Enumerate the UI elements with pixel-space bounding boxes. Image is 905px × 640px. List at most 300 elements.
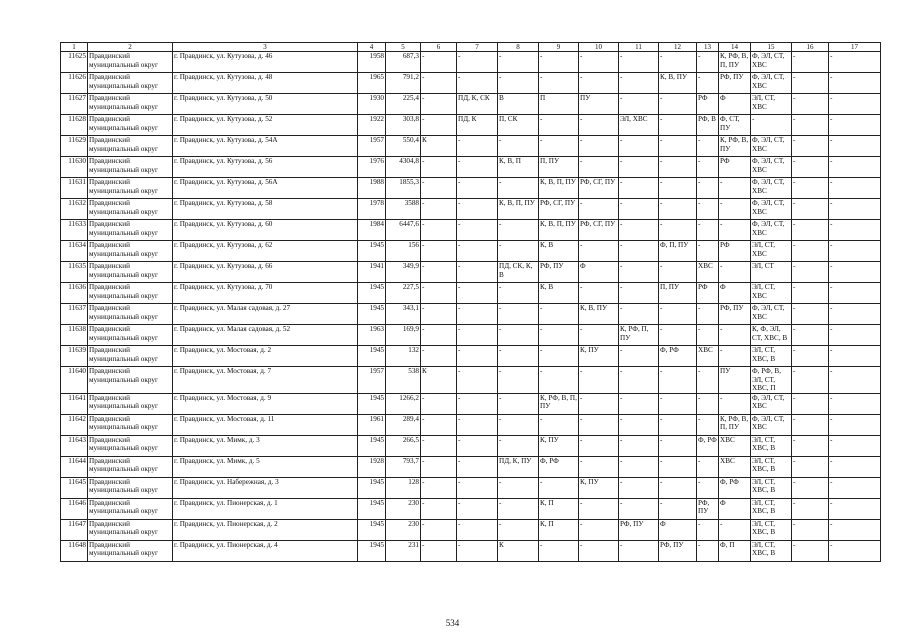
table-row: [61, 115, 881, 136]
table-cell-col-11: -: [619, 477, 659, 498]
table-cell-col-13: -: [697, 393, 719, 414]
table-cell-col-12: -: [659, 393, 697, 414]
table-cell-col-11: -: [619, 367, 659, 394]
table-cell-col-13: -: [697, 241, 719, 262]
table-cell-col-5: 128: [386, 477, 421, 498]
table-row: [61, 136, 881, 157]
table-cell-col-15: ЭЛ, СТ, ХВС, В: [751, 456, 792, 477]
table-cell-col-9: РФ, СГ, ПУ: [539, 199, 579, 220]
table-cell-col-2: Правдинский муниципальный округ: [88, 393, 173, 414]
table-cell-col-11: -: [619, 262, 659, 283]
table-cell-col-11: -: [619, 346, 659, 367]
table-cell-col-9: К, В, П, ПУ: [539, 220, 579, 241]
table-cell-col-15: К, Ф, ЭЛ, СТ, ХВС, В: [751, 325, 792, 346]
table-row: [61, 519, 881, 540]
table-cell-col-1: 11634: [61, 241, 88, 262]
table-row: [61, 456, 881, 477]
table-cell-col-6: -: [421, 94, 457, 115]
table-cell-col-8: -: [498, 435, 539, 456]
table-cell-col-11: -: [619, 414, 659, 435]
table-cell-col-1: 11640: [61, 367, 88, 394]
table-cell-col-3: г. Правдинск, ул. Кутузова, д. 46: [173, 52, 358, 73]
table-cell-col-13: РФ, В: [697, 115, 719, 136]
register-table: [60, 42, 881, 562]
table-cell-col-3: г. Правдинск, ул. Пионерская, д. 1: [173, 498, 358, 519]
table-cell-col-11: -: [619, 540, 659, 561]
table-row: [61, 435, 881, 456]
table-cell-col-4: 1941: [358, 262, 386, 283]
table-cell-col-11: -: [619, 283, 659, 304]
column-number-3: 3: [173, 43, 358, 52]
table-row: [61, 304, 881, 325]
table-cell-col-12: -: [659, 456, 697, 477]
table-cell-col-7: -: [457, 540, 498, 561]
table-cell-col-6: -: [421, 498, 457, 519]
column-number-12: 12: [659, 43, 697, 52]
table-cell-col-16: -: [792, 262, 829, 283]
column-number-15: 15: [751, 43, 792, 52]
table-cell-col-10: ПУ: [579, 94, 619, 115]
table-cell-col-3: г. Правдинск, ул. Кутузова, д. 56А: [173, 178, 358, 199]
table-cell-col-17: -: [829, 540, 881, 561]
table-cell-col-3: г. Правдинск, ул. Мимк, д. 5: [173, 456, 358, 477]
table-cell-col-13: -: [697, 157, 719, 178]
table-cell-col-1: 11641: [61, 393, 88, 414]
table-cell-col-16: -: [792, 304, 829, 325]
table-cell-col-5: 1855,3: [386, 178, 421, 199]
table-cell-col-11: -: [619, 157, 659, 178]
table-cell-col-4: 1945: [358, 435, 386, 456]
table-cell-col-8: -: [498, 73, 539, 94]
table-cell-col-17: -: [829, 115, 881, 136]
table-cell-col-17: -: [829, 498, 881, 519]
table-cell-col-11: -: [619, 498, 659, 519]
table-cell-col-12: -: [659, 220, 697, 241]
table-row: [61, 220, 881, 241]
table-cell-col-16: -: [792, 367, 829, 394]
table-cell-col-13: -: [697, 178, 719, 199]
table-cell-col-13: РФ: [697, 283, 719, 304]
table-cell-col-11: К, РФ, П, ПУ: [619, 325, 659, 346]
table-cell-col-4: 1988: [358, 178, 386, 199]
table-cell-col-17: -: [829, 94, 881, 115]
table-cell-col-12: -: [659, 414, 697, 435]
table-cell-col-17: -: [829, 241, 881, 262]
table-cell-col-3: г. Правдинск, ул. Кутузова, д. 70: [173, 283, 358, 304]
table-cell-col-9: -: [539, 73, 579, 94]
table-cell-col-5: 230: [386, 498, 421, 519]
table-cell-col-15: Ф, ЭЛ, СТ, ХВС: [751, 73, 792, 94]
table-cell-col-12: Ф, П, ПУ: [659, 241, 697, 262]
table-cell-col-5: 225,4: [386, 94, 421, 115]
table-cell-col-7: -: [457, 477, 498, 498]
table-cell-col-2: Правдинский муниципальный округ: [88, 346, 173, 367]
table-cell-col-7: -: [457, 73, 498, 94]
table-cell-col-6: -: [421, 52, 457, 73]
table-cell-col-8: -: [498, 325, 539, 346]
page-number: 534: [445, 618, 460, 628]
column-number-4: 4: [358, 43, 386, 52]
table-cell-col-12: РФ, ПУ: [659, 540, 697, 561]
table-row: [61, 367, 881, 394]
table-cell-col-10: -: [579, 136, 619, 157]
table-cell-col-13: -: [697, 367, 719, 394]
table-cell-col-7: -: [457, 199, 498, 220]
table-cell-col-3: г. Правдинск, ул. Кутузова, д. 48: [173, 73, 358, 94]
table-cell-col-16: -: [792, 393, 829, 414]
table-cell-col-1: 11626: [61, 73, 88, 94]
table-cell-col-6: -: [421, 115, 457, 136]
table-cell-col-2: Правдинский муниципальный округ: [88, 540, 173, 561]
table-cell-col-15: ЭЛ, СТ, ХВС: [751, 94, 792, 115]
table-cell-col-3: г. Правдинск, ул. Малая садовая, д. 27: [173, 304, 358, 325]
table-cell-col-13: РФ: [697, 94, 719, 115]
table-cell-col-2: Правдинский муниципальный округ: [88, 519, 173, 540]
table-cell-col-9: -: [539, 52, 579, 73]
table-cell-col-9: РФ, ПУ: [539, 262, 579, 283]
table-cell-col-2: Правдинский муниципальный округ: [88, 136, 173, 157]
table-cell-col-17: -: [829, 136, 881, 157]
table-cell-col-10: -: [579, 199, 619, 220]
table-cell-col-1: 11633: [61, 220, 88, 241]
table-cell-col-13: -: [697, 220, 719, 241]
table-cell-col-14: Ф: [719, 283, 751, 304]
table-cell-col-2: Правдинский муниципальный округ: [88, 325, 173, 346]
table-cell-col-6: -: [421, 456, 457, 477]
table-row: [61, 540, 881, 561]
table-cell-col-14: Ф, П: [719, 540, 751, 561]
table-row: [61, 325, 881, 346]
table-cell-col-16: -: [792, 52, 829, 73]
table-cell-col-15: Ф, ЭЛ, СТ, ХВС: [751, 393, 792, 414]
table-cell-col-14: -: [719, 178, 751, 199]
table-cell-col-9: К, РФ, В, П, ПУ: [539, 393, 579, 414]
table-cell-col-14: ХВС: [719, 435, 751, 456]
table-cell-col-8: -: [498, 393, 539, 414]
table-cell-col-16: -: [792, 540, 829, 561]
table-cell-col-13: -: [697, 325, 719, 346]
table-cell-col-11: -: [619, 241, 659, 262]
table-cell-col-10: -: [579, 435, 619, 456]
table-cell-col-8: -: [498, 414, 539, 435]
table-cell-col-2: Правдинский муниципальный округ: [88, 157, 173, 178]
table-cell-col-14: РФ: [719, 157, 751, 178]
table-cell-col-4: 1922: [358, 115, 386, 136]
table-cell-col-2: Правдинский муниципальный округ: [88, 220, 173, 241]
table-cell-col-7: -: [457, 157, 498, 178]
table-cell-col-14: -: [719, 220, 751, 241]
table-cell-col-4: 1928: [358, 456, 386, 477]
table-cell-col-3: г. Правдинск, ул. Пионерская, д. 4: [173, 540, 358, 561]
table-cell-col-3: г. Правдинск, ул. Кутузова, д. 62: [173, 241, 358, 262]
table-cell-col-11: -: [619, 304, 659, 325]
table-cell-col-12: П, ПУ: [659, 283, 697, 304]
table-cell-col-14: РФ, ПУ: [719, 73, 751, 94]
table-cell-col-15: Ф, ЭЛ, СТ, ХВС: [751, 52, 792, 73]
table-row: [61, 241, 881, 262]
table-cell-col-15: ЭЛ, СТ, ХВС, В: [751, 519, 792, 540]
table-cell-col-6: -: [421, 519, 457, 540]
table-cell-col-10: -: [579, 393, 619, 414]
table-cell-col-5: 6447,6: [386, 220, 421, 241]
table-cell-col-10: К, В, ПУ: [579, 304, 619, 325]
table-cell-col-7: -: [457, 498, 498, 519]
table-cell-col-11: -: [619, 94, 659, 115]
table-cell-col-7: -: [457, 435, 498, 456]
table-cell-col-4: 1945: [358, 477, 386, 498]
table-cell-col-4: 1945: [358, 241, 386, 262]
table-cell-col-8: П, СК: [498, 115, 539, 136]
table-cell-col-15: ЭЛ, СТ, ХВС, В: [751, 540, 792, 561]
table-cell-col-8: -: [498, 304, 539, 325]
table-cell-col-16: -: [792, 477, 829, 498]
table-cell-col-3: г. Правдинск, ул. Мостовая, д. 9: [173, 393, 358, 414]
table-cell-col-5: 550,4: [386, 136, 421, 157]
table-cell-col-3: г. Правдинск, ул. Кутузова, д. 66: [173, 262, 358, 283]
table-cell-col-10: РФ, СГ, ПУ: [579, 178, 619, 199]
table-cell-col-15: ЭЛ, СТ: [751, 262, 792, 283]
table-cell-col-6: -: [421, 304, 457, 325]
table-cell-col-1: 11646: [61, 498, 88, 519]
table-cell-col-16: -: [792, 136, 829, 157]
table-cell-col-9: К, В, П, ПУ: [539, 178, 579, 199]
table-cell-col-12: -: [659, 52, 697, 73]
table-cell-col-2: Правдинский муниципальный округ: [88, 498, 173, 519]
table-cell-col-6: -: [421, 157, 457, 178]
table-cell-col-1: 11625: [61, 52, 88, 73]
table-cell-col-4: 1961: [358, 414, 386, 435]
table-cell-col-6: К: [421, 136, 457, 157]
table-cell-col-5: 289,4: [386, 414, 421, 435]
table-cell-col-1: 11629: [61, 136, 88, 157]
table-cell-col-2: Правдинский муниципальный округ: [88, 52, 173, 73]
table-cell-col-14: -: [719, 393, 751, 414]
table-cell-col-9: -: [539, 304, 579, 325]
table-cell-col-7: -: [457, 283, 498, 304]
table-cell-col-10: -: [579, 498, 619, 519]
table-cell-col-3: г. Правдинск, ул. Кутузова, д. 52: [173, 115, 358, 136]
table-cell-col-2: Правдинский муниципальный округ: [88, 367, 173, 394]
table-cell-col-5: 230: [386, 519, 421, 540]
table-cell-col-4: 1930: [358, 94, 386, 115]
table-cell-col-7: -: [457, 262, 498, 283]
table-cell-col-17: -: [829, 456, 881, 477]
table-cell-col-8: ПД, СК, К, В: [498, 262, 539, 283]
table-cell-col-6: -: [421, 178, 457, 199]
table-cell-col-9: -: [539, 540, 579, 561]
table-cell-col-1: 11636: [61, 283, 88, 304]
table-cell-col-5: 156: [386, 241, 421, 262]
table-cell-col-7: -: [457, 220, 498, 241]
table-cell-col-10: -: [579, 414, 619, 435]
table-cell-col-4: 1978: [358, 199, 386, 220]
table-cell-col-4: 1984: [358, 220, 386, 241]
table-cell-col-15: Ф, ЭЛ, СТ, ХВС: [751, 178, 792, 199]
table-cell-col-16: -: [792, 283, 829, 304]
table-cell-col-12: -: [659, 136, 697, 157]
table-cell-col-1: 11635: [61, 262, 88, 283]
table-cell-col-17: -: [829, 283, 881, 304]
table-cell-col-8: -: [498, 136, 539, 157]
table-cell-col-11: -: [619, 136, 659, 157]
table-cell-col-15: ЭЛ, СТ, ХВС, В: [751, 435, 792, 456]
table-cell-col-10: Ф: [579, 262, 619, 283]
table-cell-col-11: -: [619, 456, 659, 477]
table-cell-col-16: -: [792, 157, 829, 178]
table-cell-col-14: Ф, РФ: [719, 477, 751, 498]
table-cell-col-5: 303,8: [386, 115, 421, 136]
table-cell-col-6: К: [421, 367, 457, 394]
table-cell-col-4: 1958: [358, 52, 386, 73]
table-cell-col-12: -: [659, 435, 697, 456]
table-cell-col-6: -: [421, 199, 457, 220]
table-cell-col-10: -: [579, 325, 619, 346]
table-cell-col-8: -: [498, 367, 539, 394]
table-cell-col-16: -: [792, 498, 829, 519]
table-cell-col-5: 266,5: [386, 435, 421, 456]
table-cell-col-1: 11631: [61, 178, 88, 199]
table-cell-col-3: г. Правдинск, ул. Мимк, д. 3: [173, 435, 358, 456]
table-cell-col-11: -: [619, 52, 659, 73]
table-cell-col-17: -: [829, 414, 881, 435]
column-number-11: 11: [619, 43, 659, 52]
table-cell-col-14: РФ, ПУ: [719, 304, 751, 325]
table-cell-col-8: В: [498, 94, 539, 115]
table-cell-col-8: К, В, П: [498, 157, 539, 178]
table-cell-col-6: -: [421, 393, 457, 414]
table-cell-col-12: -: [659, 115, 697, 136]
table-cell-col-10: -: [579, 241, 619, 262]
table-cell-col-16: -: [792, 414, 829, 435]
table-cell-col-10: РФ, СГ, ПУ: [579, 220, 619, 241]
table-cell-col-11: -: [619, 435, 659, 456]
table-cell-col-17: -: [829, 367, 881, 394]
table-cell-col-3: г. Правдинск, ул. Кутузова, д. 56: [173, 157, 358, 178]
table-cell-col-3: г. Правдинск, ул. Набережная, д. 3: [173, 477, 358, 498]
table-cell-col-10: -: [579, 52, 619, 73]
table-cell-col-7: -: [457, 414, 498, 435]
table-cell-col-1: 11638: [61, 325, 88, 346]
column-number-2: 2: [88, 43, 173, 52]
table-cell-col-1: 11637: [61, 304, 88, 325]
table-cell-col-9: -: [539, 115, 579, 136]
table-cell-col-14: Ф: [719, 94, 751, 115]
table-cell-col-11: -: [619, 220, 659, 241]
table-cell-col-12: -: [659, 304, 697, 325]
table-row: [61, 199, 881, 220]
table-cell-col-9: -: [539, 367, 579, 394]
table-cell-col-13: ХВС: [697, 262, 719, 283]
table-cell-col-14: -: [719, 262, 751, 283]
table-cell-col-8: -: [498, 346, 539, 367]
table-cell-col-15: ЭЛ, СТ, ХВС: [751, 241, 792, 262]
table-cell-col-5: 132: [386, 346, 421, 367]
table-cell-col-12: -: [659, 199, 697, 220]
table-cell-col-15: Ф, ЭЛ, СТ, ХВС: [751, 220, 792, 241]
table-row: [61, 346, 881, 367]
table-cell-col-12: -: [659, 477, 697, 498]
table-body: [61, 52, 881, 562]
table-cell-col-2: Правдинский муниципальный округ: [88, 456, 173, 477]
table-cell-col-12: -: [659, 325, 697, 346]
table-cell-col-9: П, ПУ: [539, 157, 579, 178]
table-cell-col-1: 11632: [61, 199, 88, 220]
table-cell-col-13: -: [697, 414, 719, 435]
table-cell-col-16: -: [792, 199, 829, 220]
table-cell-col-10: К, ПУ: [579, 477, 619, 498]
table-cell-col-17: -: [829, 73, 881, 94]
table-cell-col-10: -: [579, 73, 619, 94]
table-cell-col-13: -: [697, 519, 719, 540]
table-cell-col-10: -: [579, 540, 619, 561]
column-number-14: 14: [719, 43, 751, 52]
table-cell-col-1: 11628: [61, 115, 88, 136]
table-cell-col-7: -: [457, 325, 498, 346]
table-cell-col-4: 1957: [358, 367, 386, 394]
table-cell-col-15: ЭЛ, СТ, ХВС, В: [751, 498, 792, 519]
table-cell-col-6: -: [421, 540, 457, 561]
table-cell-col-17: -: [829, 157, 881, 178]
table-cell-col-14: -: [719, 346, 751, 367]
table-cell-col-4: 1945: [358, 393, 386, 414]
table-cell-col-9: -: [539, 325, 579, 346]
table-cell-col-16: -: [792, 115, 829, 136]
table-cell-col-17: -: [829, 435, 881, 456]
table-cell-col-17: -: [829, 393, 881, 414]
table-cell-col-16: -: [792, 456, 829, 477]
table-cell-col-8: -: [498, 52, 539, 73]
table-cell-col-4: 1963: [358, 325, 386, 346]
table-cell-col-15: Ф, ЭЛ, СТ, ХВС: [751, 157, 792, 178]
table-cell-col-4: 1957: [358, 136, 386, 157]
table-cell-col-7: -: [457, 456, 498, 477]
table-cell-col-14: ХВС: [719, 456, 751, 477]
table-cell-col-17: -: [829, 519, 881, 540]
table-cell-col-13: -: [697, 73, 719, 94]
table-cell-col-3: г. Правдинск, ул. Кутузова, д. 58: [173, 199, 358, 220]
table-cell-col-9: К, П: [539, 498, 579, 519]
table-row: [61, 283, 881, 304]
table-cell-col-5: 169,9: [386, 325, 421, 346]
table-cell-col-8: -: [498, 519, 539, 540]
table-cell-col-17: -: [829, 346, 881, 367]
table-cell-col-7: -: [457, 52, 498, 73]
table-cell-col-5: 349,9: [386, 262, 421, 283]
table-cell-col-9: К, В: [539, 283, 579, 304]
table-cell-col-3: г. Правдинск, ул. Малая садовая, д. 52: [173, 325, 358, 346]
table-cell-col-12: -: [659, 157, 697, 178]
table-cell-col-6: -: [421, 414, 457, 435]
table-cell-col-9: К, ПУ: [539, 435, 579, 456]
table-row: [61, 178, 881, 199]
table-cell-col-1: 11639: [61, 346, 88, 367]
table-cell-col-14: -: [719, 199, 751, 220]
column-number-row: [61, 43, 881, 52]
table-cell-col-8: -: [498, 241, 539, 262]
table-cell-col-3: г. Правдинск, ул. Кутузова, д. 60: [173, 220, 358, 241]
table-cell-col-4: 1945: [358, 519, 386, 540]
table-cell-col-12: -: [659, 498, 697, 519]
table-cell-col-14: Ф: [719, 498, 751, 519]
column-number-17: 17: [829, 43, 881, 52]
table-cell-col-7: ПД, К, СК: [457, 94, 498, 115]
table-cell-col-15: Ф, РФ, В, ЭЛ, СТ, ХВС, П: [751, 367, 792, 394]
column-number-7: 7: [457, 43, 498, 52]
table-cell-col-10: К, ПУ: [579, 346, 619, 367]
table-cell-col-12: -: [659, 94, 697, 115]
table-cell-col-12: Ф: [659, 519, 697, 540]
table-row: [61, 393, 881, 414]
